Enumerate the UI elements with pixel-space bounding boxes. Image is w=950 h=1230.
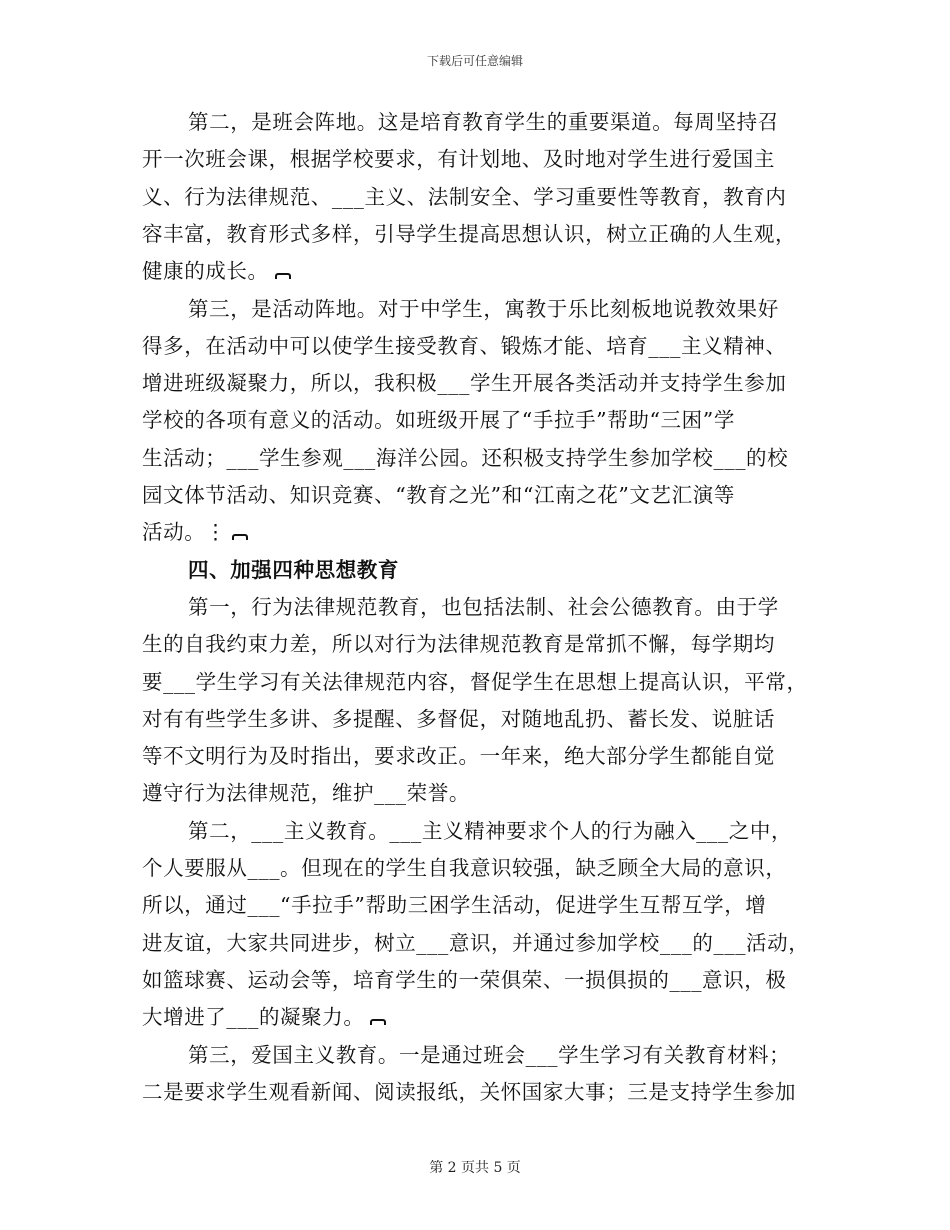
text-line-content: 个人要服从___。但现在的学生自我意识较强，缺乏顾全大局的意识，	[142, 856, 787, 880]
text-line	[142, 966, 786, 994]
text-line-content: 生的自我约束力差，所以对行为法律规范教育是常抓不懈，每学期均	[142, 632, 775, 657]
text-line	[142, 481, 735, 509]
text-line	[142, 668, 808, 696]
text-line	[142, 369, 786, 397]
text-line	[142, 145, 775, 173]
text-line-content: 得多，在活动中可以使学生接受教育、锻炼才能、培育___主义精神、	[142, 333, 787, 358]
text-line-content: 第三，爱国主义教育。一是通过班会___学生学习有关教育材料；	[188, 1042, 791, 1067]
text-line-content: 第二，是班会阵地。这是培育教育学生的重要渠道。每周坚持召	[188, 110, 779, 134]
text-line-content: 如篮球赛、运动会等，培育学生的一荣俱荣、一损俱损的___意识，极	[142, 967, 787, 992]
text-line-content: 要___学生学习有关法律规范内容，督促学生在思想上提高认识，平常，	[142, 669, 808, 694]
text-line-content: 学校的各项有意义的活动。如班级开展了“手拉手”帮助“三困”学	[142, 408, 735, 433]
text-line-content: 第二，___主义教育。___主义精神要求个人的行为融入___之中，	[188, 818, 793, 843]
text-line	[142, 257, 291, 285]
text-line-content: 增进班级凝聚力，所以，我积极___学生开展各类活动并支持学生参加	[142, 371, 787, 396]
text-line	[142, 705, 775, 733]
text-line-content: 进友谊，大家共同进步，树立___意识，并通过参加学校___的___活动，	[142, 930, 810, 955]
text-line-content: 容丰富，教育形式多样，引导学生提高思想认识，树立正确的人生观，	[142, 221, 797, 246]
text-line	[142, 854, 786, 882]
page-header: 下载后可任意编辑	[426, 54, 523, 68]
text-line	[188, 593, 779, 621]
paragraph-mark-icon	[370, 1019, 386, 1025]
text-line	[142, 444, 788, 472]
text-line	[142, 891, 766, 919]
paragraph-mark-icon	[232, 534, 248, 540]
text-line-content: 四、加强四种思想教育	[188, 557, 399, 582]
text-line-content: 健康的成长。	[142, 259, 269, 284]
text-line	[188, 108, 779, 136]
text-line	[142, 332, 786, 360]
text-line	[142, 742, 775, 770]
text-line	[188, 1041, 790, 1069]
text-line-content: 生活动；___学生参观___海洋公园。还积极支持学生参加学校___的校	[142, 445, 789, 470]
text-line-content: 对有有些学生多讲、多提醒、多督促，对随地乱扔、蓄长发、说脏话	[142, 706, 775, 731]
text-line	[142, 406, 735, 434]
text-line-content: 活动。⋮	[142, 520, 227, 545]
text-line-content: 二是要求学生观看新闻、阅读报纸，关怀国家大事；三是支持学生参加	[142, 1079, 797, 1104]
text-line	[142, 929, 809, 957]
text-line	[142, 1078, 796, 1106]
text-line	[142, 518, 248, 546]
text-line-content: 遵守行为法律规范，维护___荣誉。	[142, 781, 470, 806]
text-line-content: 园文体节活动、知识竞赛、“教育之光”和“江南之花”文艺汇演等	[142, 483, 735, 507]
text-line-content: 等不文明行为及时指出，要求改正。一年来，绝大部分学生都能自觉	[142, 744, 775, 769]
page-footer: 第 2 页共 5 页	[429, 1160, 521, 1176]
text-line-content: 大增进了___的凝聚力。	[142, 1005, 365, 1030]
text-line	[142, 220, 796, 248]
text-line	[188, 817, 792, 845]
text-line-content: 开一次班会课，根据学校要求，有计划地、及时地对学生进行爱国主	[142, 147, 775, 172]
text-line-content: 第三，是活动阵地。对于中学生，寓教于乐比刻板地说教效果好	[188, 296, 779, 321]
text-line-content: 义、行为法律规范、___主义、法制安全、学习重要性等教育，教育内	[142, 184, 787, 209]
text-line-content: 第一，行为法律规范教育，也包括法制、社会公德教育。由于学	[188, 594, 779, 619]
paragraph-mark-icon	[275, 273, 291, 279]
text-line	[142, 1003, 386, 1031]
text-line	[142, 183, 786, 211]
text-line-content: 所以，通过___“手拉手”帮助三困学生活动，促进学生互帮互学，增	[142, 893, 767, 918]
text-line	[188, 295, 779, 323]
text-line	[142, 779, 470, 807]
section-heading	[188, 556, 399, 584]
text-line	[142, 630, 775, 658]
